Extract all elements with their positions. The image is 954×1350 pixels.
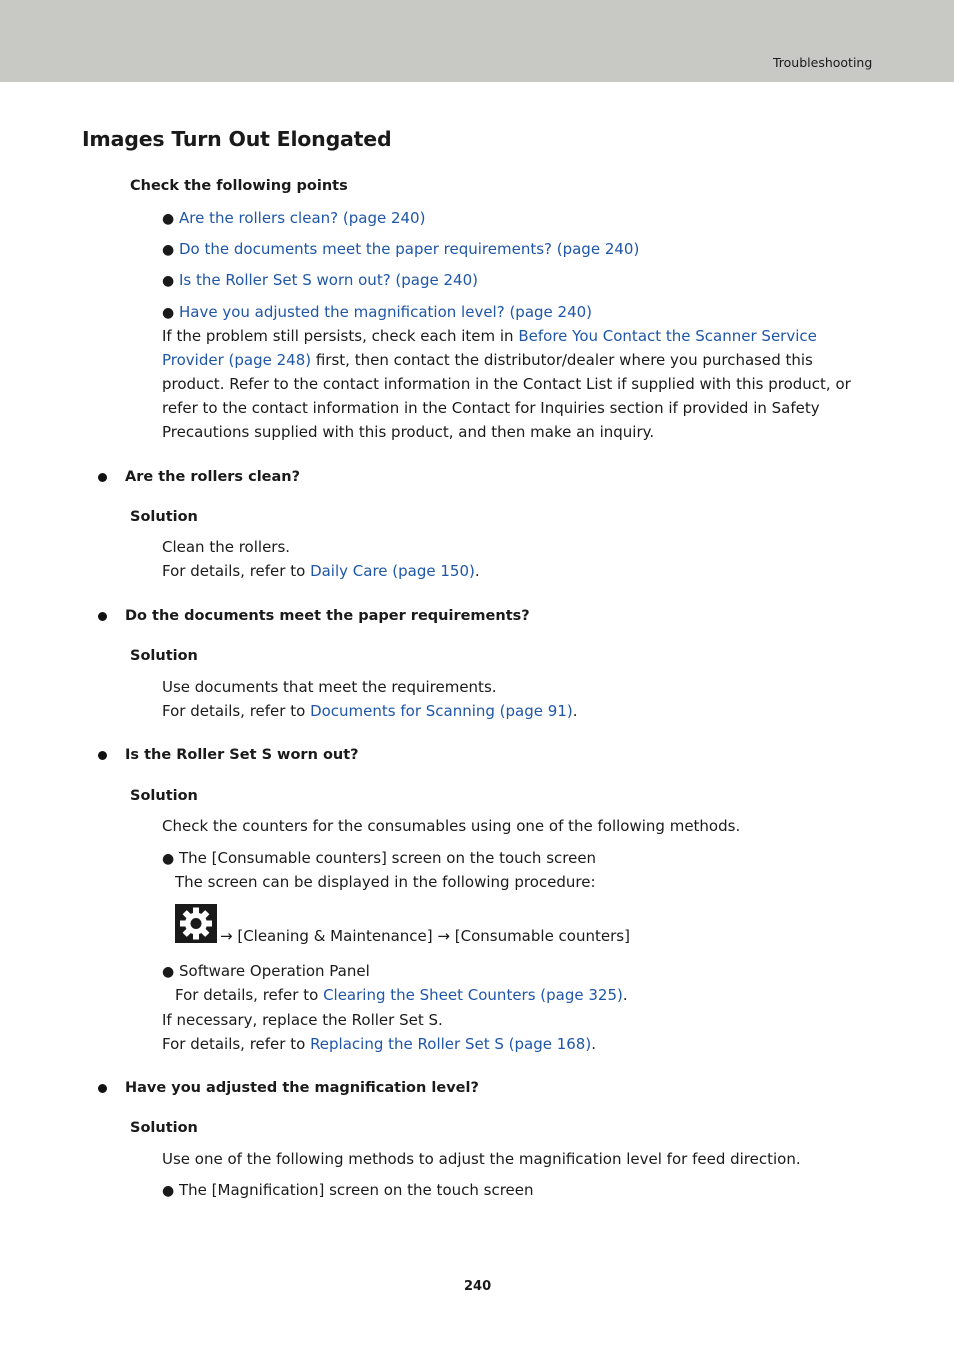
- bullet-dot: ●: [162, 964, 175, 980]
- persist-line-4: refer to the contact information in the Contact for Inquiries section if provided in Safety: [162, 399, 820, 417]
- question-rollers-clean: Are the rollers clean?: [125, 469, 301, 485]
- bullet-dot: ●: [162, 305, 175, 321]
- solution-ref: [162, 702, 578, 720]
- persist-line-5: Precautions supplied with this product, and then make an inquiry.: [162, 423, 655, 441]
- solution-text: Check the counters for the consumables using one of the following methods.: [162, 817, 741, 835]
- solution-label: Solution: [130, 648, 198, 664]
- ref-text: For details, refer to: [162, 702, 311, 720]
- ref-text: For details, refer to: [162, 562, 311, 580]
- section-bullet: [98, 473, 107, 482]
- bullet-dot: ●: [162, 1183, 175, 1199]
- question-magnification: Have you adjusted the magnification level?: [125, 1080, 479, 1096]
- persist-line-1: [162, 327, 817, 345]
- solution-ref: [162, 562, 480, 580]
- link-replacing-roller-set[interactable]: Replacing the Roller Set S (page 168): [310, 1035, 592, 1053]
- question-roller-set-worn: Is the Roller Set S worn out?: [125, 747, 359, 763]
- persist-text: If the problem still persists, check each item in: [162, 327, 519, 345]
- replace-text: If necessary, replace the Roller Set S.: [162, 1011, 443, 1029]
- method-ref: [175, 986, 628, 1004]
- bullet-dot: ●: [162, 242, 175, 258]
- link-clearing-sheet-counters[interactable]: Clearing the Sheet Counters (page 325): [323, 986, 623, 1004]
- ref-text: For details, refer to: [175, 986, 324, 1004]
- persist-line-3: product. Refer to the contact information in the Contact List if supplied with this product, or: [162, 375, 851, 393]
- check-item: [162, 271, 478, 289]
- method-item: [162, 962, 370, 980]
- link-documents-for-scanning[interactable]: Documents for Scanning (page 91): [310, 702, 573, 720]
- ref-period: .: [572, 702, 578, 720]
- bullet-dot: ●: [162, 851, 175, 867]
- check-item: [162, 303, 592, 321]
- section-bullet: [98, 1084, 107, 1093]
- bullet-dot: ●: [162, 211, 175, 227]
- link-daily-care[interactable]: Daily Care (page 150): [310, 562, 475, 580]
- ref-period: .: [622, 986, 628, 1004]
- method-text: The [Magnification] screen on the touch screen: [179, 1181, 534, 1199]
- section-bullet: [98, 612, 107, 621]
- method-item: [162, 849, 596, 867]
- page-number: 240: [464, 1279, 492, 1294]
- persist-line-2: [162, 351, 813, 369]
- settings-gear-icon: [175, 904, 217, 943]
- check-heading: Check the following points: [130, 178, 348, 194]
- section-bullet: [98, 751, 107, 760]
- persist-text: first, then contact the distributor/dealer where you purchased this: [311, 351, 813, 369]
- solution-ref: [162, 1035, 596, 1053]
- method-subtext: The screen can be displayed in the following procedure:: [175, 873, 596, 891]
- method-item: [162, 1181, 534, 1199]
- link-magnification[interactable]: Have you adjusted the magnification level? (page 240): [179, 303, 593, 321]
- question-paper-requirements: Do the documents meet the paper requirements?: [125, 608, 530, 624]
- solution-label: Solution: [130, 1120, 198, 1136]
- ref-text: For details, refer to: [162, 1035, 311, 1053]
- solution-label: Solution: [130, 788, 198, 804]
- method-text: The [Consumable counters] screen on the touch screen: [179, 849, 597, 867]
- solution-text: Use documents that meet the requirements.: [162, 678, 497, 696]
- link-rollers-clean[interactable]: Are the rollers clean? (page 240): [179, 209, 426, 227]
- procedure-path: → [Cleaning & Maintenance] → [Consumable counters]: [220, 927, 630, 945]
- link-before-contact-cont[interactable]: Provider (page 248): [162, 351, 312, 369]
- ref-period: .: [591, 1035, 596, 1053]
- solution-text: Use one of the following methods to adjust the magnification level for feed direction.: [162, 1150, 801, 1168]
- bullet-dot: ●: [162, 273, 175, 289]
- method-text: Software Operation Panel: [179, 962, 370, 980]
- section-label: Troubleshooting: [773, 55, 873, 70]
- link-before-contact[interactable]: Before You Contact the Scanner Service: [518, 327, 817, 345]
- link-roller-set-worn[interactable]: Is the Roller Set S worn out? (page 240): [179, 271, 478, 289]
- link-paper-requirements[interactable]: Do the documents meet the paper requirements? (page 240): [179, 240, 640, 258]
- solution-text: Clean the rollers.: [162, 538, 291, 556]
- check-item: [162, 209, 425, 227]
- solution-label: Solution: [130, 509, 198, 525]
- ref-period: .: [474, 562, 480, 580]
- check-item: [162, 240, 639, 258]
- page-title: Images Turn Out Elongated: [82, 127, 392, 151]
